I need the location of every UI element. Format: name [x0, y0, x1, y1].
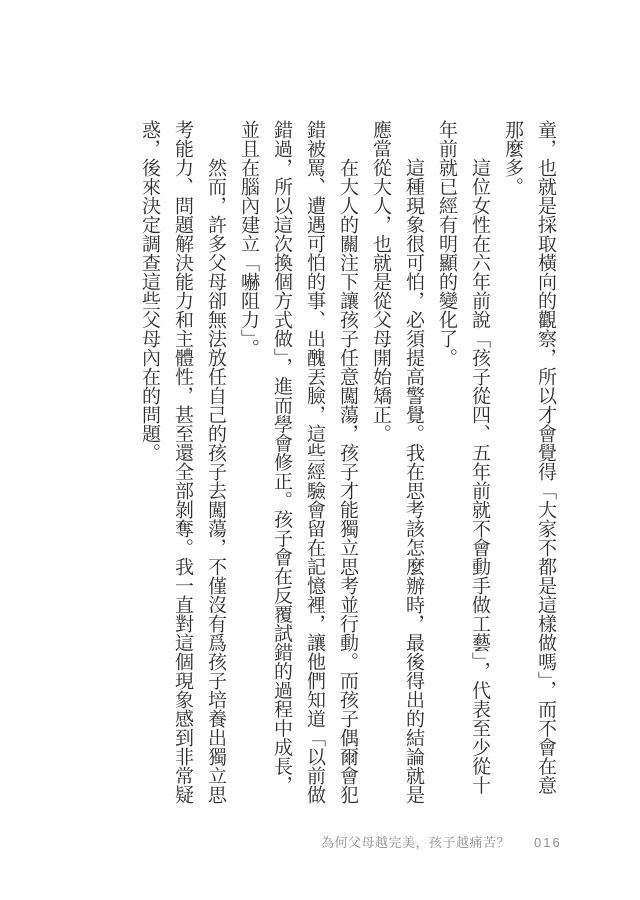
page-footer — [321, 832, 562, 851]
text-column: 錯過，所以這次換個方式做」，進而學會修正。孩子會在反覆試錯的過程中成長， — [271, 120, 292, 795]
text-column: 考能力、問題解決能力和主體性，甚至還全部剝奪。我一直對這個現象感到非常疑 — [172, 120, 193, 804]
text-column: 這位女性在六年前說「孩子從四、五年前就不會動手做工藝」，代表至少從十 — [469, 158, 490, 795]
running-title: 為何父母越完美，孩子越痛苦？ — [321, 835, 511, 850]
text-column: 這種現象很可怕，必須提高警覺。我在思考該怎麼辦時，最後得出的結論就是 — [403, 158, 424, 804]
text-column: 童，也就是採取橫向的觀察，所以才會覺得「大家不都是這樣做嗎」，而不會在意 — [535, 120, 556, 795]
text-columns — [133, 120, 562, 815]
text-column: 然而，許多父母卻無法放任自己的孩子去闖蕩，不僅沒有爲孩子培養出獨立思 — [205, 158, 226, 804]
page-number: 016 — [534, 835, 562, 850]
text-column: 那麼多。 — [502, 120, 523, 196]
text-column: 年前就已經有明顯的變化了。 — [436, 120, 457, 367]
text-column: 錯被罵、遭遇可怕的事、出醜丟臉，這些經驗會留在記憶裡，讓他們知道「以前做 — [304, 120, 325, 804]
text-column: 應當從大人，也就是從父母開始矯正。 — [370, 120, 391, 443]
text-column: 在大人的關注下讓孩子任意闖蕩，孩子才能獨立思考並行動。而孩子偶爾會犯 — [337, 158, 358, 804]
text-column: 惑，後來決定調查這些父母內在的問題。 — [139, 120, 160, 462]
text-column: 並且在腦內建立「嚇阻力」。 — [238, 120, 259, 358]
